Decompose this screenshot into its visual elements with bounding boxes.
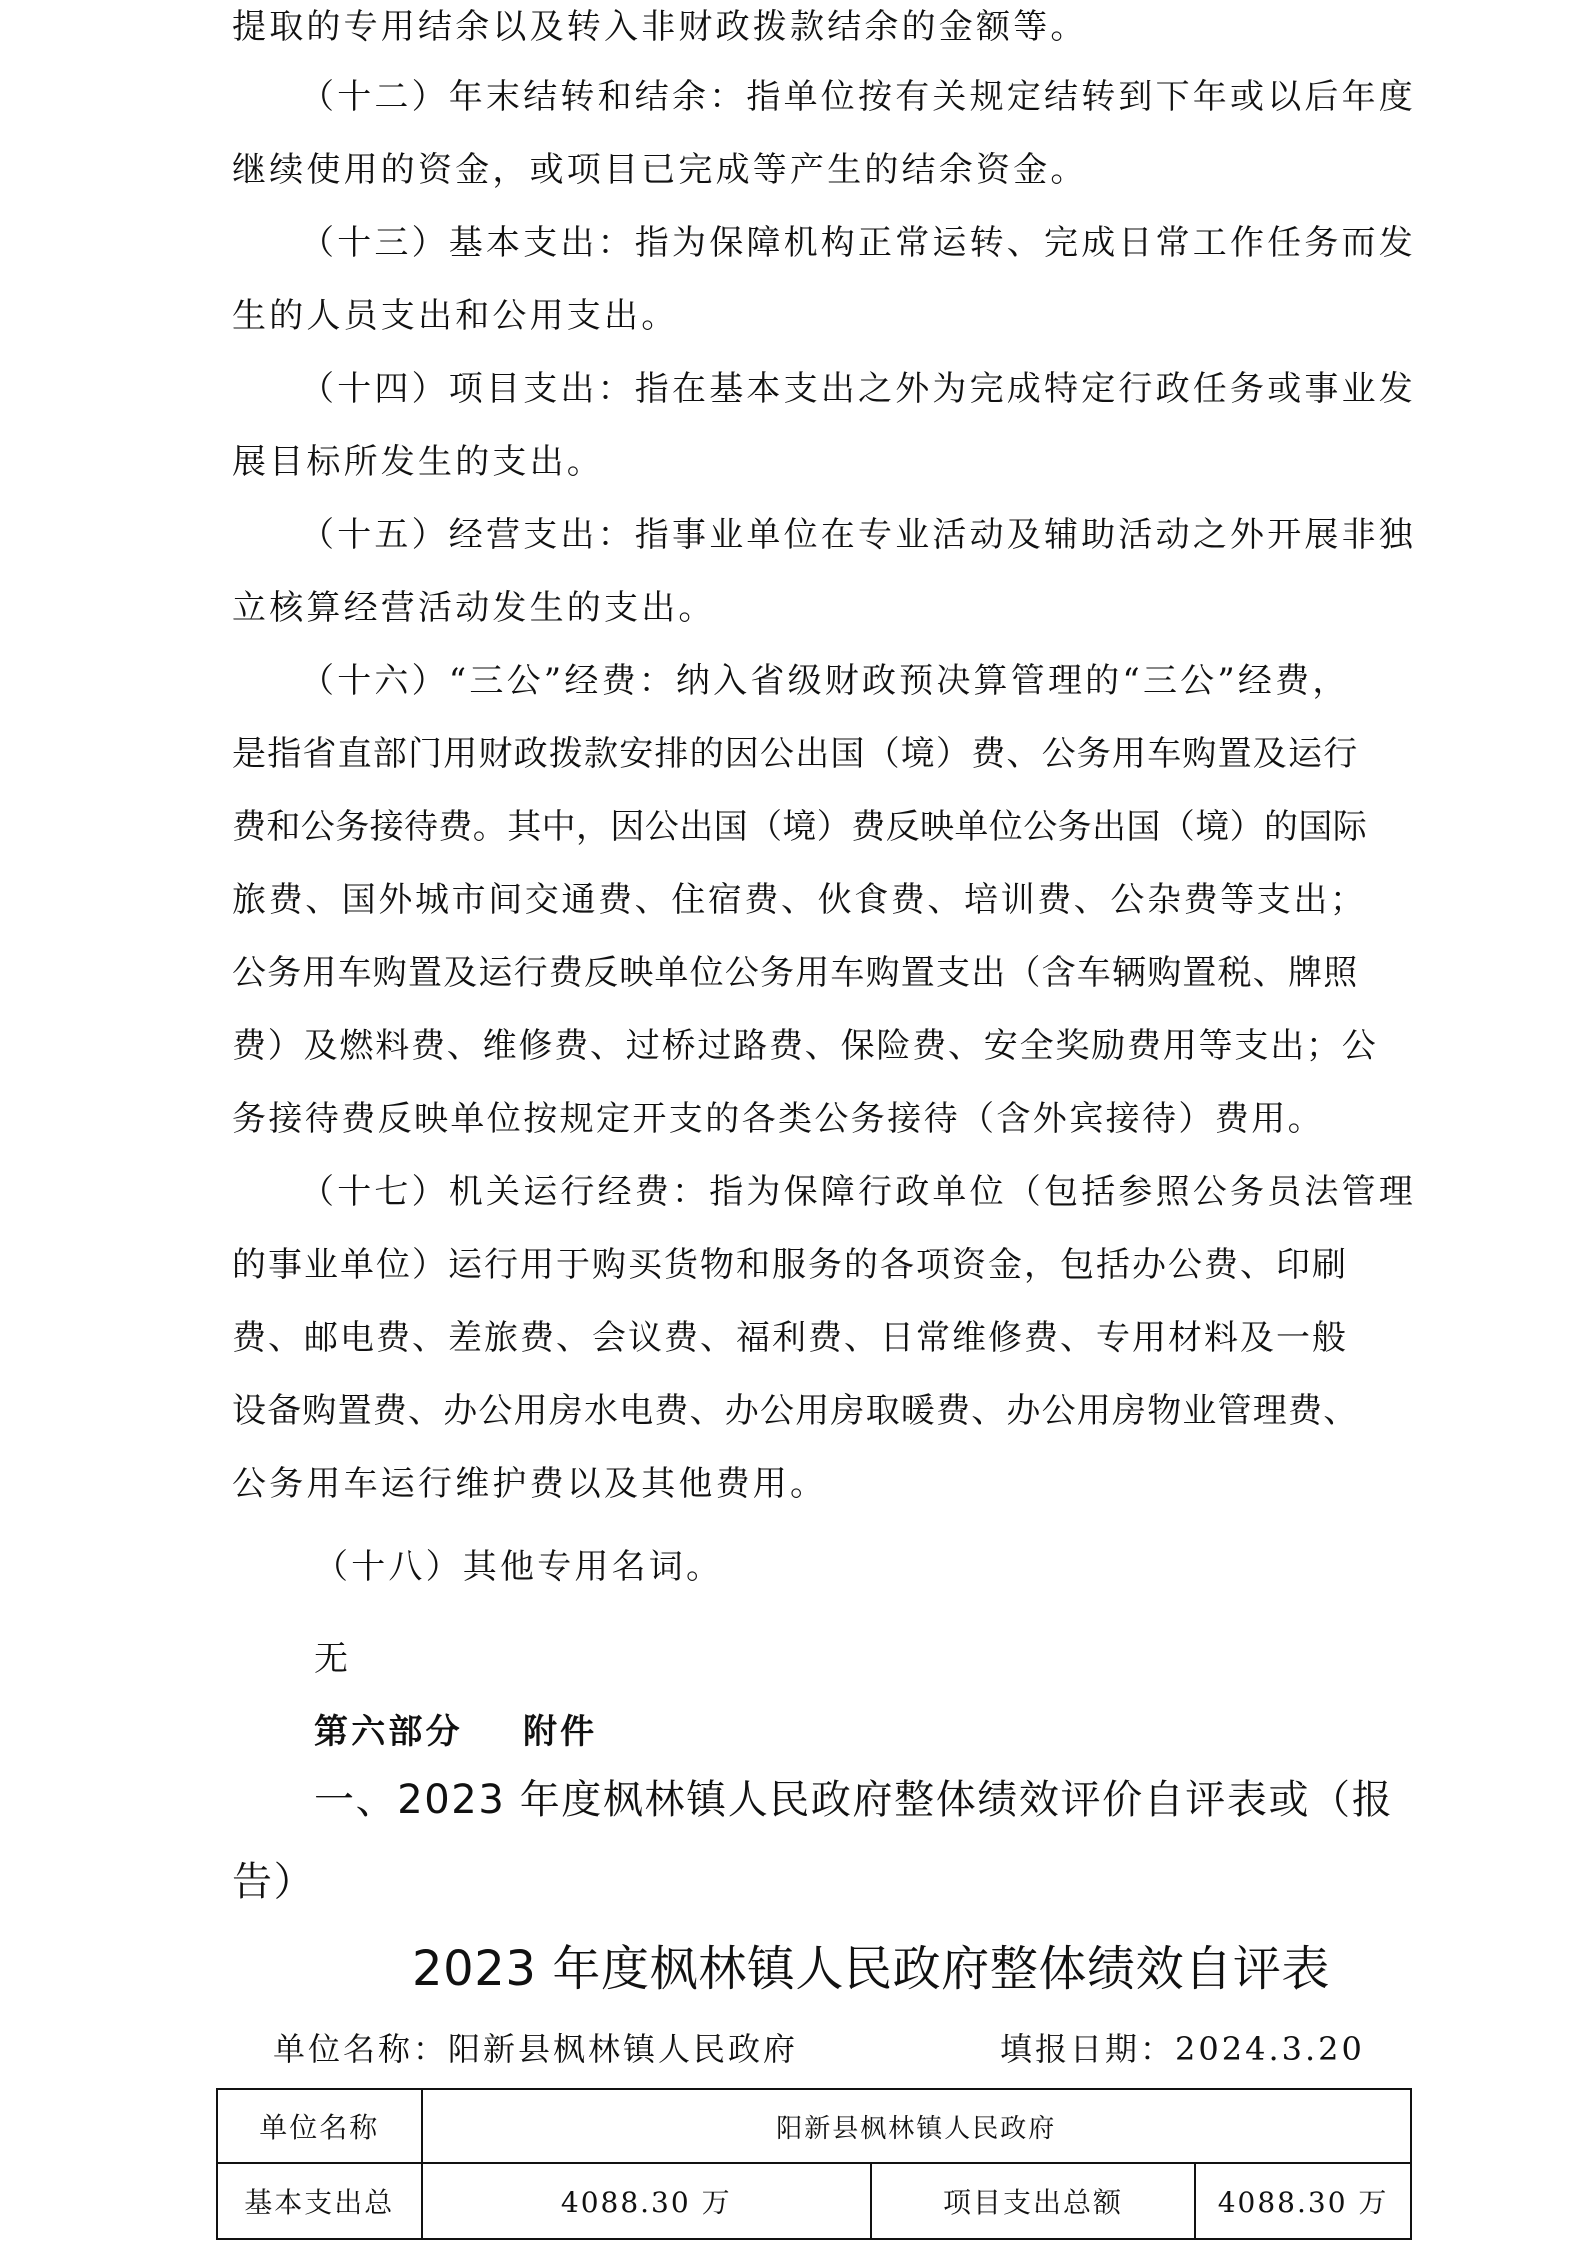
paragraph-line: 立核算经营活动发生的支出。 (232, 588, 716, 628)
paragraph-line: 设备购置费、办公用房水电费、办公用房取暖费、办公用房物业管理费、 (232, 1391, 1359, 1431)
paragraph-line: （十五）经营支出：指事业单位在专业活动及辅助活动之外开展非独 (300, 515, 1416, 555)
paragraph-line: 费和公务接待费。其中，因公出国（境）费反映单位公务出国（境）的国际 (232, 807, 1368, 847)
paragraph-line: 费）及燃料费、维修费、过桥过路费、保险费、安全奖励费用等支出；公 (232, 1026, 1378, 1066)
paragraph-line: 提取的专用结余以及转入非财政拨款结余的金额等。 (232, 7, 1088, 47)
paragraph-line: 务接待费反映单位按规定开支的各类公务接待（含外宾接待）费用。 (232, 1099, 1324, 1139)
paragraph-line: （十六）“三公”经费：纳入省级财政预决算管理的“三公”经费， (300, 661, 1350, 701)
paragraph-line: 旅费、国外城市间交通费、住宿费、伙食费、培训费、公杂费等支出； (232, 880, 1367, 920)
paragraph-line: 是指省直部门用财政拨款安排的因公出国（境）费、公务用车购置及运行 (232, 734, 1359, 774)
fill-date-label: 填报日期：2024.3.20 (1000, 2030, 1365, 2068)
paragraph-line: 继续使用的资金，或项目已完成等产生的结余资金。 (232, 150, 1088, 190)
none-text: 无 (314, 1639, 352, 1679)
table-cell-value: 4088.30 万 (422, 2163, 871, 2239)
part-six-heading: 第六部分 附件 (314, 1712, 598, 1752)
paragraph-line: 生的人员支出和公用支出。 (232, 296, 679, 336)
paragraph-line: （十七）机关运行经费：指为保障行政单位（包括参照公务员法管理 (300, 1172, 1416, 1212)
section-heading-line-1: 一、2023 年度枫林镇人民政府整体绩效评价自评表或（报 (314, 1777, 1394, 1823)
table-cell-label: 基本支出总 (217, 2163, 422, 2239)
paragraph-line: 公务用车运行维护费以及其他费用。 (232, 1464, 828, 1504)
table-cell-label: 项目支出总额 (871, 2163, 1195, 2239)
paragraph-line: （十四）项目支出：指在基本支出之外为完成特定行政任务或事业发 (300, 369, 1416, 409)
paragraph-line: 展目标所发生的支出。 (232, 442, 604, 482)
paragraph-line: （十三）基本支出：指为保障机构正常运转、完成日常工作任务而发 (300, 223, 1416, 263)
table-cell-value: 4088.30 万 (1195, 2163, 1411, 2239)
section-heading-line-2: 告） (232, 1859, 316, 1905)
item-18-line: （十八）其他专用名词。 (314, 1547, 724, 1587)
table-row (217, 2089, 1411, 2163)
paragraph-line: （十二）年末结转和结余：指单位按有关规定结转到下年或以后年度 (300, 77, 1416, 117)
table-row (217, 2163, 1411, 2239)
paragraph-line: 费、邮电费、差旅费、会议费、福利费、日常维修费、专用材料及一般 (232, 1318, 1348, 1358)
paragraph-line: 的事业单位）运行用于购买货物和服务的各项资金，包括办公费、印刷 (232, 1245, 1348, 1285)
table-cell-value: 阳新县枫林镇人民政府 (422, 2089, 1411, 2163)
self-evaluation-table (216, 2088, 1412, 2240)
table-cell-label: 单位名称 (217, 2089, 422, 2163)
paragraph-line: 公务用车购置及运行费反映单位公务用车购置支出（含车辆购置税、牌照 (232, 953, 1359, 993)
unit-name-label: 单位名称：阳新县枫林镇人民政府 (273, 2030, 799, 2068)
form-title: 2023 年度枫林镇人民政府整体绩效自评表 (412, 1941, 1331, 1997)
